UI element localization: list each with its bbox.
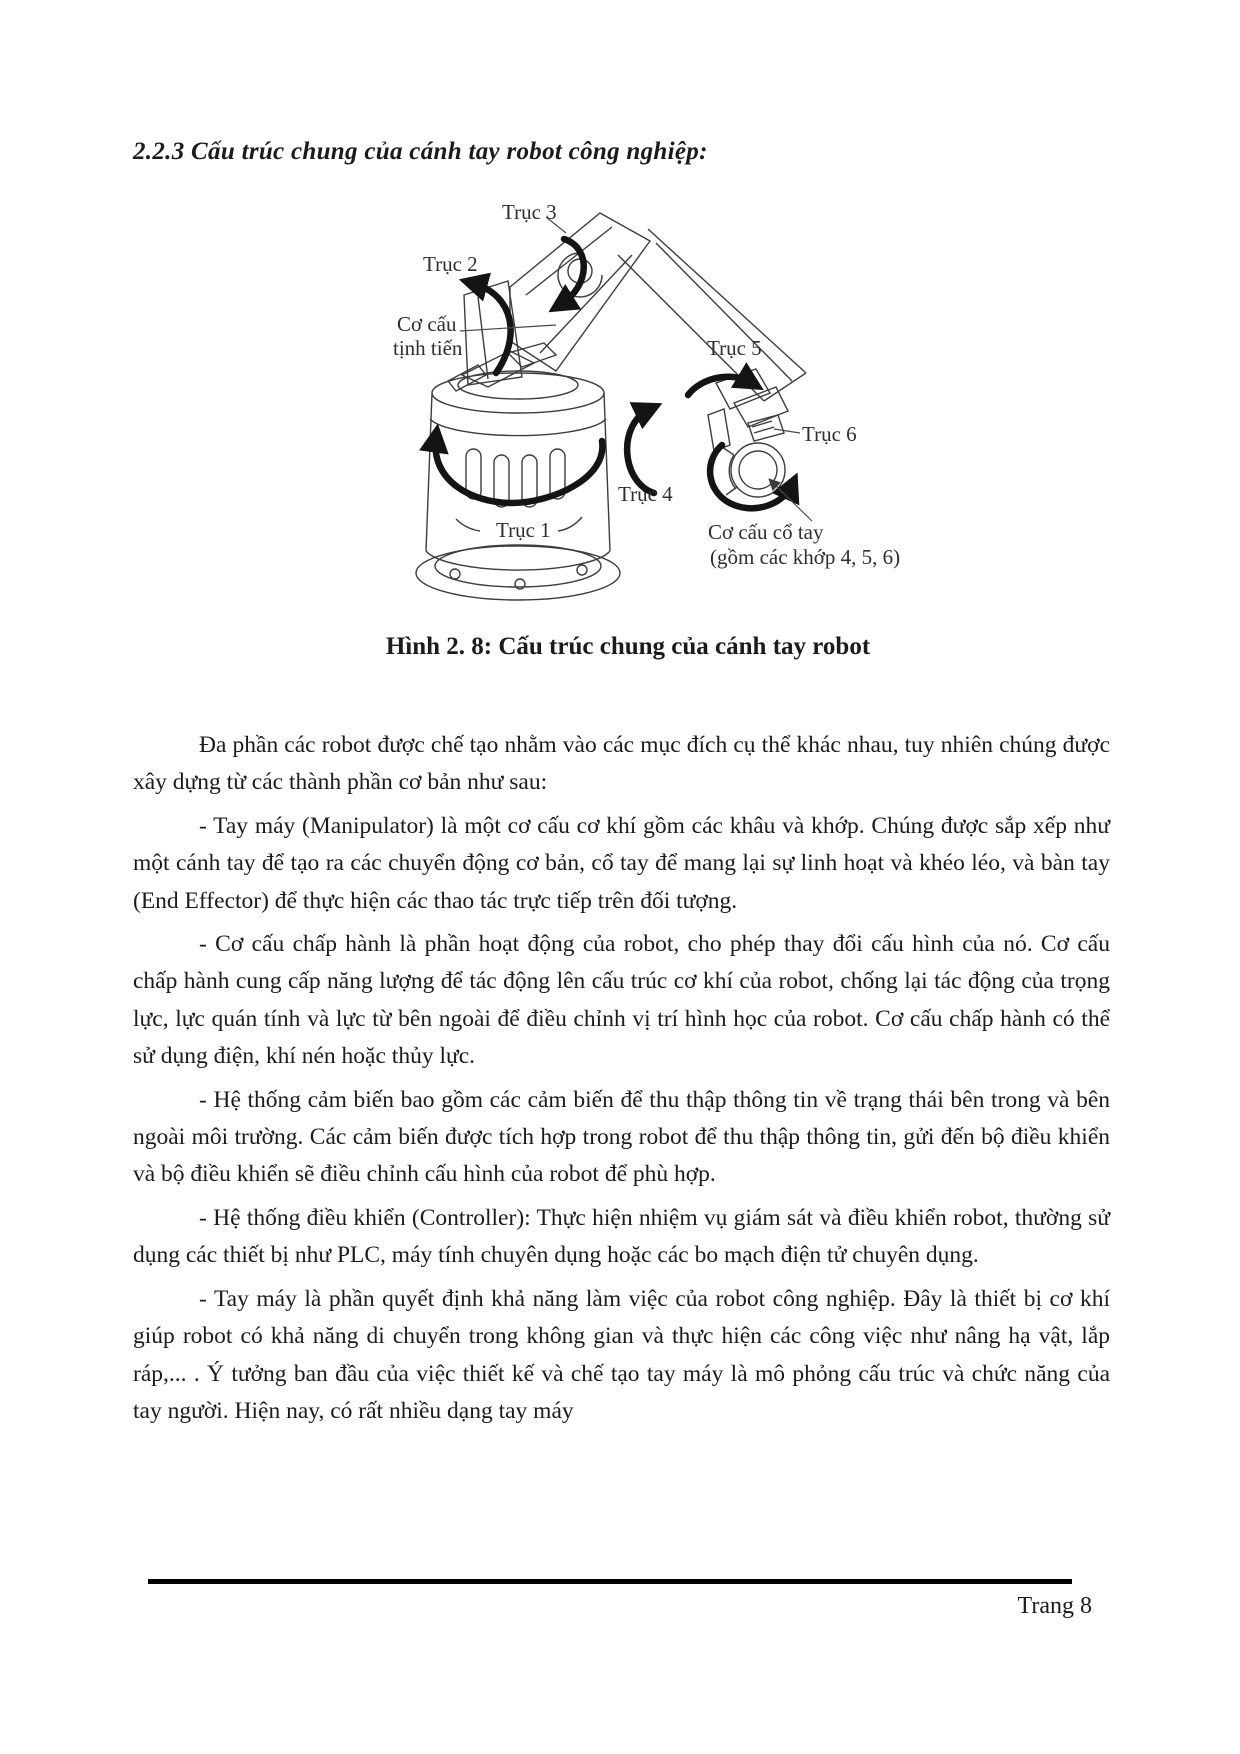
axis-1-label: Trục 1 (496, 518, 551, 542)
footer-divider (148, 1579, 1072, 1584)
page-number: Trang 8 (1017, 1593, 1092, 1619)
paragraph: - Tay máy (Manipulator) là một cơ cấu cơ khí gồm các khâu và khớp. Chúng được sắp xếp như một cánh tay để tạo ra các chuyển động cơ bản, cổ tay để mang lại sự linh hoạt và khéo léo, và bàn tay (End Effector) để thực hiện các thao tác trực tiếp trên đối tượng. (133, 812, 1110, 914)
paragraph: - Hệ thống điều khiển (Controller): Thực hiện nhiệm vụ giám sát và điều khiển robot, thường sử dụng các thiết bị như PLC, máy tính chuyên dụng hoặc các bo mạch điện tử chuyên dụng. (133, 1204, 1110, 1269)
paragraph: - Tay máy là phần quyết định khả năng làm việc của robot công nghiệp. Đây là thiết bị cơ khí giúp robot có khả năng di chuyển trong không gian và thực hiện các công việc như nâng hạ vật, lắp ráp,... . Ý tưởng ban đầu của việc thiết kế và chế tạo tay máy là mô phỏng cấu trúc và chức năng của tay người. Hiện nay, có rất nhiều dạng tay máy (133, 1285, 1110, 1424)
axis-3-label: Trục 3 (502, 200, 557, 224)
robot-wrist (708, 369, 788, 497)
wrist-mechanism-label-line1: Cơ cấu cổ tay (708, 520, 824, 544)
robot-arm-figure (360, 183, 920, 618)
axis-5-label: Trục 5 (707, 336, 762, 360)
wrist-mechanism-label-line2: (gồm các khớp 4, 5, 6) (710, 545, 901, 569)
translation-mechanism-label-line2: tịnh tiến (393, 336, 463, 360)
rotation-arrow-axis-5 (688, 377, 752, 395)
paragraph: Đa phần các robot được chế tạo nhằm vào các mục đích cụ thể khác nhau, tuy nhiên chúng được xây dựng từ các thành phần cơ bản như sau: (133, 732, 1110, 796)
section-title: 2.2.3 Cấu trúc chung của cánh tay robot công nghiệp: (133, 138, 708, 165)
axis-4-label: Trục 4 (618, 482, 673, 506)
robot-base (416, 373, 620, 600)
axis-2-label: Trục 2 (423, 252, 478, 276)
axis-6-pointer (774, 429, 800, 433)
figure-caption: Hình 2. 8: Cấu trúc chung của cánh tay robot (385, 633, 871, 660)
translation-mechanism-label-line1: Cơ cấu (397, 312, 457, 336)
paragraph: - Cơ cấu chấp hành là phần hoạt động của robot, cho phép thay đổi cấu hình của nó. Cơ cấu chấp hành cung cấp năng lượng để tác động lên cấu trúc cơ khí của robot, chống lại tác động của trọng lực, lực quán tính và lực từ bên ngoài để điều chỉnh vị trí hình học của robot. Cơ cấu chấp hành có thể sử dụng điện, khí nén hoặc thủy lực. (133, 931, 1110, 1070)
rotation-arrow-axis-4 (627, 409, 654, 493)
axis-6-label: Trục 6 (802, 422, 857, 446)
rotation-arrow-axis-1 (435, 437, 602, 503)
robot-arm-drawing (360, 183, 920, 618)
robot-forearm (618, 229, 806, 401)
paragraph: - Hệ thống cảm biến bao gồm các cảm biến để thu thập thông tin về trạng thái bên trong và bên ngoài môi trường. Các cảm biến được tích hợp trong robot để thu thập thông tin, gửi đến bộ điều khiển và bộ điều khiển sẽ điều chỉnh cấu hình của robot để phù hợp. (133, 1086, 1110, 1188)
rotation-arrow-axis-3 (560, 239, 584, 305)
body-text (133, 727, 1110, 1436)
